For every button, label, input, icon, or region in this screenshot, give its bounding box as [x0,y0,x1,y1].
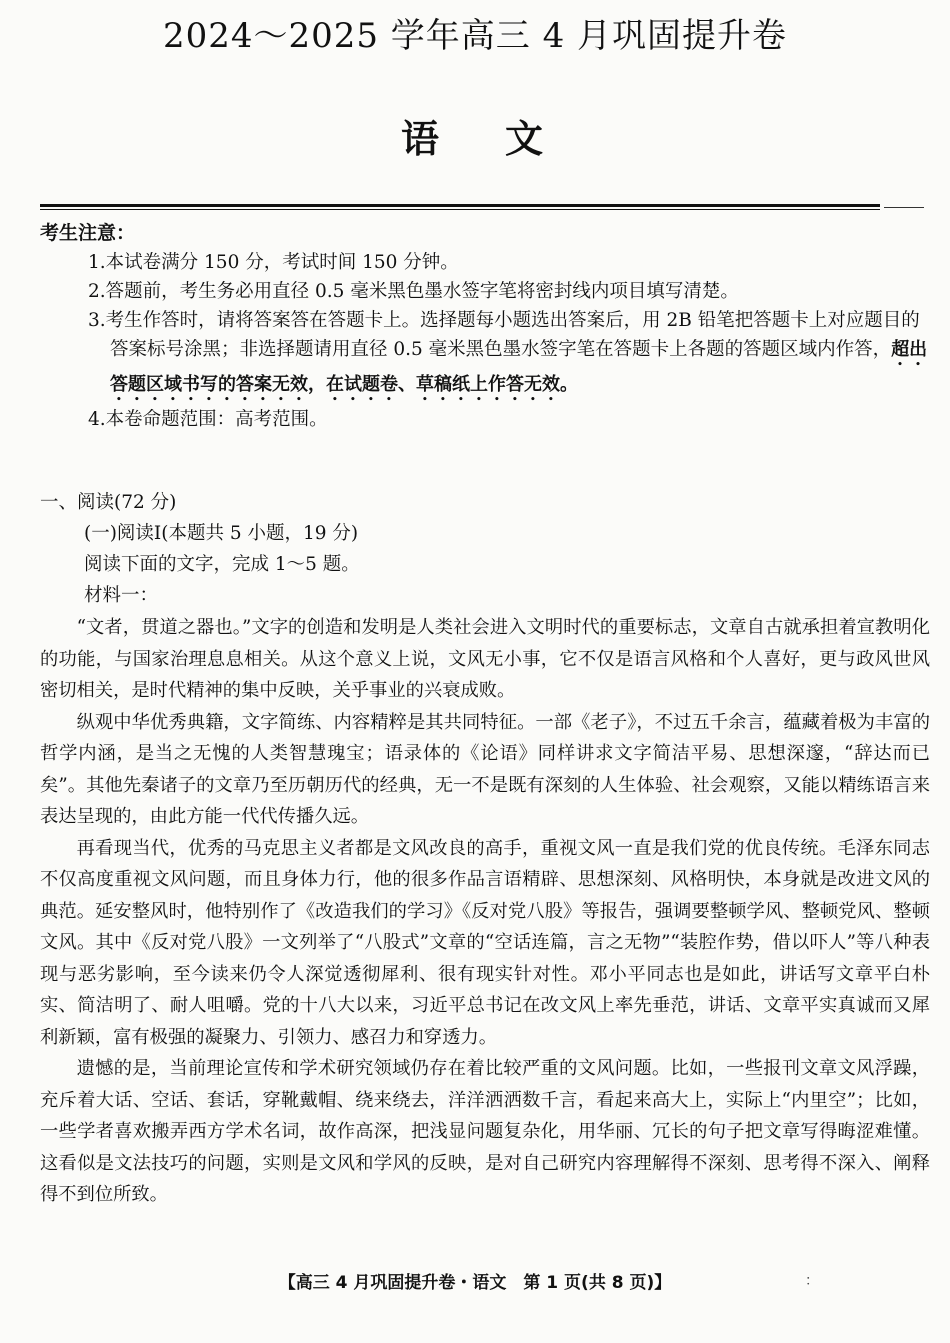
margin-mark: ： [805,1273,819,1289]
material-one-text [40,612,930,1211]
notice-heading: 考生注意： [40,222,136,244]
paragraph-1: “文者，贯道之器也。”文字的创造和发明是人类社会进入文明时代的重要标志，文章自古就承担着宣教明化的功能，与国家治理息息相关。从这个意义上说，文风无小事，它不仅是语言风格和个人喜好，更与政风世风密切相关，是时代精神的集中反映，关乎事业的兴衰成败。 [40,617,930,701]
notice-item-3 [40,306,930,405]
part-heading: 一、阅读(72 分) [40,492,177,513]
notice-list [40,248,930,434]
paragraph-4: 遗憾的是，当前理论宣传和学术研究领域仍存在着比较严重的文风问题。比如，一些报刊文章文风浮躁，充斥着大话、空话、套话，穿靴戴帽、绕来绕去，洋洋洒洒数千言，看起来高大上，实际上“内里空”；比如，一些学者喜欢搬弄西方学术名词，故作高深，把浅显问题复杂化，用华丽、冗长的句子把文章写得晦涩难懂。这看似是文法技巧的问题，实则是文风和学风的反映，是对自己研究内容理解得不深刻、思考得不深入、阐释得不到位所致。 [40,1058,930,1205]
header-rule-thin [40,209,880,210]
instruction-text: 阅读下面的文字，完成 1～5 题。 [84,554,360,575]
notice-block [40,219,930,434]
reading-section-header [40,487,930,611]
notice-item-3-text: 3.考生作答时，请将答案答在答题卡上。选择题每小题选出答案后，用 2B 铅笔把答题卡上对应题目的答案标号涂黑；非选择题请用直径 0.5 毫米黑色墨水签字笔在答题卡上各题的答题区域内作答， [88,310,920,360]
paragraph-2: 纵观中华优秀典籍，文字简练、内容精粹是其共同特征。一部《老子》，不过五千余言，蕴藏着极为丰富的哲学内涵，是当之无愧的人类智慧瑰宝；语录体的《论语》同样讲求文字简洁平易、思想深邃，“辞达而已矣”。其他先秦诸子的文章乃至历朝历代的经典，无一不是既有深刻的人生体验、社会观察，又能以精练语言来表达呈现的，由此方能一代代传播久远。 [40,711,930,827]
exam-title: 2024～2025 学年高三 4 月巩固提升卷 [162,16,788,56]
material-label: 材料一： [84,585,159,606]
notice-item-2: 2.答题前，考生务必用直径 0.5 毫米黑色墨水签字笔将密封线内项目填写清楚。 [88,281,739,302]
subject-title: 语文 [400,116,609,161]
notice-item-1: 1.本试卷满分 150 分，考试时间 150 分钟。 [88,252,459,273]
notice-item-3-emphasis: 超出答题区域书写的答案无效，在试题卷、草稿纸上作答无效。 [110,339,928,395]
header-rule-tail [884,207,924,208]
sub-heading: (一)阅读Ⅰ(本题共 5 小题，19 分) [84,523,359,544]
header-rule-thick [40,204,880,207]
page-footer: 【高三 4 月巩固提升卷・语文 第 1 页(共 8 页)】 [278,1273,672,1293]
paragraph-3: 再看现当代，优秀的马克思主义者都是文风改良的高手，重视文风一直是我们党的优良传统。毛泽东同志不仅高度重视文风问题，而且身体力行，他的很多作品言语精辟、思想深刻、风格明快，本身就是改进文风的典范。延安整风时，他特别作了《改造我们的学习》《反对党八股》等报告，强调要整顿学风、整顿党风、整顿文风。其中《反对党八股》一文列举了“八股式”文章的“空话连篇，言之无物”“装腔作势，借以吓人”等八种表现与恶劣影响，至今读来仍令人深觉透彻犀利、很有现实针对性。邓小平同志也是如此，讲话写文章平白朴实、简洁明了、耐人咀嚼。党的十八大以来，习近平总书记在改文风上率先垂范，讲话、文章平实真诚而又犀利新颖，富有极强的凝聚力、引领力、感召力和穿透力。 [40,837,930,1048]
notice-item-4: 4.本卷命题范围：高考范围。 [88,409,328,430]
